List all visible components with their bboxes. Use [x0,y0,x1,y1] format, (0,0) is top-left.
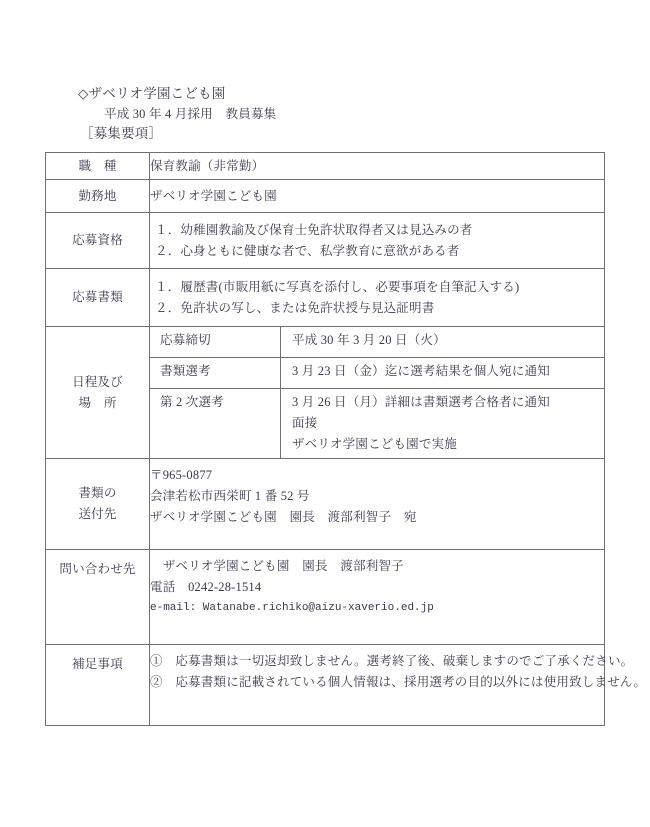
row-label-line2: 場 所 [78,395,117,410]
row-label-cell [46,327,150,459]
schedule-value-line: ザベリオ学園こども園で実施 [292,437,457,451]
section-label: ［募集要項］ [80,126,163,141]
row-label-cell [46,645,150,726]
note-item: ① 応募書類は一切返却致しません。選考終了後、破棄しますのでご了承ください。 [150,654,634,668]
row-label-cell [46,180,150,213]
table-row [46,459,605,550]
row-value-cell [150,459,605,550]
row-label-cell [46,269,150,327]
row-value-line: 保育教諭（非常勤） [150,158,265,173]
schedule-value [281,358,605,389]
row-value-cell [150,645,647,726]
schedule-table [150,327,604,458]
schedule-key: 第 2 次選考 [150,389,281,459]
row-label [46,481,149,527]
row-value-cell [150,269,605,327]
schedule-value-line: 3 月 26 日（月）詳細は書類選考合格者に通知 [292,395,550,409]
contact-email: e-mail: Watanabe.richiko@aizu-xaverio.ed.jp [150,602,434,614]
row-label-cell [46,213,150,269]
schedule-value [281,389,605,459]
document-header [0,84,650,144]
page-subtitle: 平成 30 年 4 月採用 教員募集 [104,107,277,121]
row-label-line2: 送付先 [78,507,117,521]
street-address: 会津若松市西栄町 1 番 52 号 [150,489,310,503]
row-value-cell [150,213,605,269]
row-label [46,370,149,416]
table-row [46,180,605,213]
recruitment-table [45,152,647,726]
schedule-value-line: 平成 30 年 3 月 20 日（火） [292,333,446,347]
schedule-cell [150,327,605,459]
table-row [46,213,605,269]
row-value-line: １．履歴書(市販用紙に写真を添付し、必要事項を自筆記入する) [155,279,520,294]
schedule-value-line: 面接 [292,416,318,430]
table-row [46,269,605,327]
contact-phone: 電話 0242-28-1514 [150,580,262,594]
row-label-cell [46,550,150,645]
row-label: 職 種 [78,158,117,173]
table-row [46,153,605,180]
row-label: 応募資格 [72,233,123,247]
note-item: ② 応募書類に記載されている個人情報は、採用選考の目的以外には使用致しません。 [150,675,647,689]
row-label: 勤務地 [78,188,117,203]
schedule-row [150,389,604,459]
table-row [46,645,605,726]
row-label-line1: 書類の [78,486,117,500]
row-value-cell [150,153,605,180]
recruitment-table-wrapper [45,152,647,726]
row-label-cell [46,153,150,180]
row-value-cell [150,550,605,645]
row-label: 問い合わせ先 [59,562,136,576]
row-value-line: ２．免許状の写し、または免許状授与見込証明書 [155,300,435,315]
schedule-value-line: 3 月 23 日（金）迄に選考結果を個人宛に通知 [292,364,550,378]
row-value-line: ザベリオ学園こども園 [150,188,277,203]
row-label-cell [46,459,150,550]
row-label-line1: 日程及び [72,374,123,389]
recipient-name: ザベリオ学園こども園 園長 渡部利智子 宛 [150,510,417,524]
schedule-key: 書類選考 [150,358,281,389]
schedule-value [281,327,605,358]
contact-person: ザベリオ学園こども園 園長 渡部利智子 [150,559,404,573]
row-label: 補足事項 [72,657,123,671]
row-value-line: １．幼稚園教諭及び保育士免許状取得者又は見込みの者 [155,222,473,237]
row-label: 応募書類 [72,290,123,304]
row-value-cell [150,180,605,213]
table-row [46,327,605,459]
schedule-key: 応募締切 [150,327,281,358]
page-title: ◇ザベリオ学園こども園 [78,86,226,101]
table-row [46,550,605,645]
row-value-line: ２．心身ともに健康な者で、私学教育に意欲がある者 [155,243,460,258]
postal-code: 〒965-0877 [150,468,213,482]
schedule-row [150,358,604,389]
schedule-row [150,327,604,358]
